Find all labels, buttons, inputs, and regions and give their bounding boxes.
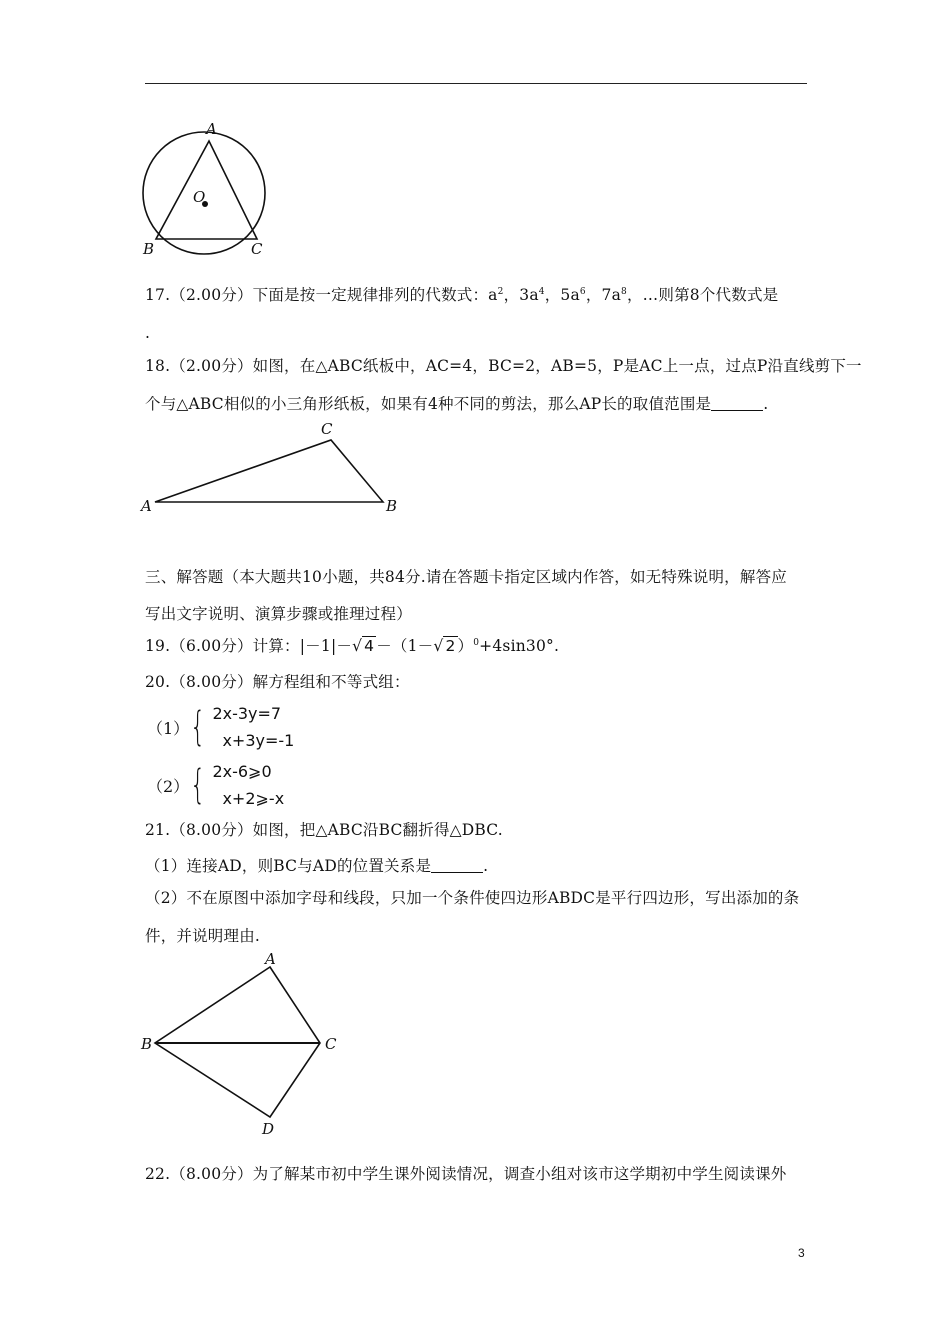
q20-system-2: （2） { 2x-6⩾0 x+2⩾-x [147,762,285,808]
section3-line1: 三、解答题（本大题共10小题，共84分.请在答题卡指定区域内作答，如无特殊说明，解答应 [145,568,787,586]
label-o: O [193,188,206,206]
q18-line1: 18.（2.00分）如图，在△ABC纸板中，AC=4，BC=2，AB=5，P是AC上一点，过点P沿直线剪下一 [145,357,862,375]
triangle-abc [156,141,257,239]
label-a: A [265,950,276,968]
label-c: C [251,240,263,258]
figure-circle-triangle [138,120,273,260]
label-c: C [325,1035,337,1053]
page-number: 3 [798,1246,805,1260]
label-b: B [386,497,398,515]
q18-line2: 个与△ABC相似的小三角形纸板，如果有4种不同的剪法，那么AP长的取值范围是 . [145,395,769,413]
brace-icon: { [190,762,206,808]
label-a: A [141,497,152,515]
section3-line2: 写出文字说明、演算步骤或推理过程） [145,605,412,623]
q21-line4: 件，并说明理由. [145,927,261,945]
figure-quadrilateral [138,950,358,1140]
sqrt-2: √ 2 [433,637,456,655]
label-d: D [262,1120,275,1138]
q17-line1: 17.（2.00分）下面是按一定规律排列的代数式：$a^2$，$3a^4$，$5a^6$，$7a^8$，…则第8个代数式是 [145,286,779,304]
figure-triangle-abc [138,418,408,518]
q21-line2: （1）连接AD，则BC与AD的位置关系是 . [145,857,489,875]
answer-blank [431,858,483,873]
sqrt-4: √ 4 [352,637,375,655]
header-rule [145,83,807,84]
brace-icon: { [190,704,206,750]
q21-line3: （2）不在原图中添加字母和线段，只加一个条件使四边形ABDC是平行四边形，写出添加的条 [145,889,800,907]
q17-line2: . [145,324,151,342]
answer-blank [711,396,763,411]
label-b: B [143,240,155,258]
label-c: C [321,420,333,438]
triangle-abc [155,440,383,502]
q20-system-1: （1） { 2x-3y=7 x+3y=-1 [147,704,295,750]
label-a: A [206,120,217,138]
q21-line1: 21.（8.00分）如图，把△ABC沿BC翻折得△DBC. [145,821,503,839]
q22-line1: 22.（8.00分）为了解某市初中学生课外阅读情况，调查小组对该市这学期初中学生阅读课外 [145,1165,787,1183]
label-b: B [141,1035,153,1053]
q20-title: 20.（8.00分）解方程组和不等式组： [145,673,410,691]
q19-line: 19.（6.00分）计算：|－1|－√ 4 －（1－√ 2 ）$^0$+4sin30°. [145,637,560,655]
